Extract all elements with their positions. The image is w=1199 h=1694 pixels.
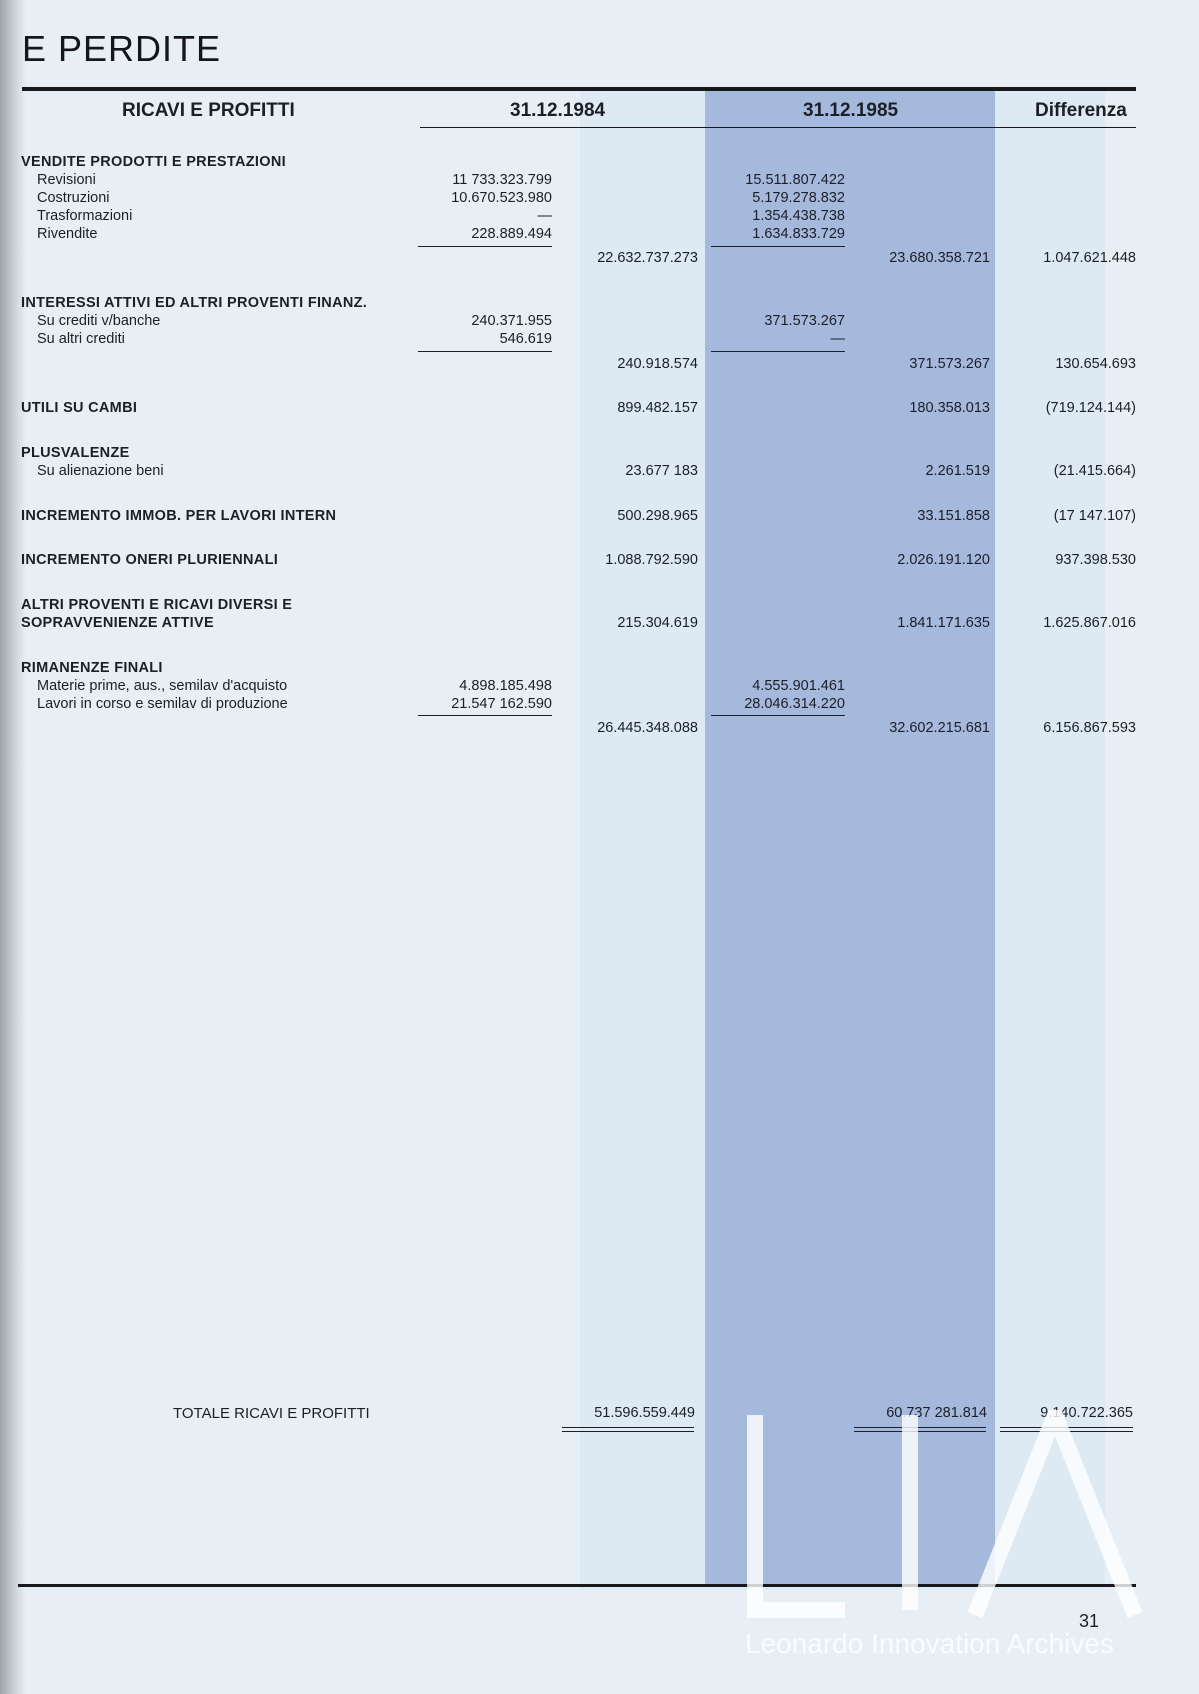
difference: 6.156.867.593 <box>1043 720 1136 736</box>
section-incremento-immob: INCREMENTO IMMOB. PER LAVORI INTERN <box>21 508 337 524</box>
header-underline <box>420 127 1136 128</box>
value-1984: 240.371.955 <box>471 313 552 329</box>
total-1984: 22.632.737.273 <box>597 250 698 266</box>
total-1984: 26.445.348.088 <box>597 720 698 736</box>
value-1985: 1.354.438.738 <box>752 208 845 224</box>
page-number: 31 <box>1078 1611 1099 1631</box>
total-1984: 240.918.574 <box>617 356 698 372</box>
double-rule <box>562 1427 694 1428</box>
difference: (719.124.144) <box>1045 400 1136 416</box>
grand-total-1985: 60.737 281.814 <box>886 1405 987 1421</box>
item-label: Su alienazione beni <box>37 463 164 479</box>
item-label: Revisioni <box>37 172 96 188</box>
difference: (21.415.664) <box>1053 463 1136 479</box>
value-1984: 21.547 162.590 <box>451 696 552 712</box>
item-label: Lavori in corso e semilav di produzione <box>37 696 288 712</box>
grand-total-label: TOTALE RICAVI E PROFITTI <box>173 1405 370 1422</box>
total-1985: 371.573.267 <box>909 356 990 372</box>
difference: 1.625.867.016 <box>1043 615 1136 631</box>
value-1985: 4.555.901.461 <box>752 678 845 694</box>
total-1984: 500.298.965 <box>617 508 698 524</box>
item-label: Costruzioni <box>37 190 110 206</box>
top-rule <box>22 87 1136 91</box>
difference: (17 147.107) <box>1053 508 1136 524</box>
total-1984: 215.304.619 <box>617 615 698 631</box>
subtotal-rule <box>418 715 552 716</box>
difference: 937.398.530 <box>1055 552 1136 568</box>
double-rule <box>562 1431 694 1432</box>
difference: 1.047.621.448 <box>1043 250 1136 266</box>
section-plusvalenze: PLUSVALENZE <box>21 445 130 461</box>
total-1985: 23.680.358.721 <box>889 250 990 266</box>
subtotal-rule <box>418 246 552 247</box>
item-label: Materie prime, aus., semilav d'acquisto <box>37 678 288 694</box>
total-1985: 180.358.013 <box>909 400 990 416</box>
total-1985: 2.026.191.120 <box>897 552 990 568</box>
grand-total-diff: 9.140.722.365 <box>1040 1405 1133 1421</box>
watermark-logo <box>735 1410 1165 1620</box>
total-1984: 899.482.157 <box>617 400 698 416</box>
value-1984: 4.898.185.498 <box>459 678 552 694</box>
total-1984: 23.677 183 <box>625 463 698 479</box>
total-1985: 33.151.858 <box>917 508 990 524</box>
watermark-text: Leonardo Innovation Archives <box>745 1628 1114 1659</box>
total-1985: 32.602.215.681 <box>889 720 990 736</box>
value-1985: 5.179.278.832 <box>752 190 845 206</box>
grand-total-1984: 51.596.559.449 <box>594 1405 695 1421</box>
item-label: Trasformazioni <box>37 208 133 224</box>
book-spine-shadow <box>0 0 26 1694</box>
value-1985: 371.573.267 <box>764 313 845 329</box>
column-header-1985: 31.12.1985 <box>803 100 899 121</box>
column-header-diff: Differenza <box>1035 100 1127 121</box>
total-1984: 1.088.792.590 <box>605 552 698 568</box>
section-rimanenze: RIMANENZE FINALI <box>21 660 163 676</box>
value-1985: 15.511.807.422 <box>745 172 845 188</box>
page-title: E PERDITE <box>22 28 222 69</box>
item-label: Su altri crediti <box>37 331 125 347</box>
item-label: Su crediti v/banche <box>37 313 161 329</box>
section-vendite: VENDITE PRODOTTI E PRESTAZIONI <box>21 154 286 170</box>
total-1985: 2.261.519 <box>925 463 990 479</box>
subtotal-rule <box>711 715 845 716</box>
value-1985: 28.046.314.220 <box>744 696 845 712</box>
value-1985: — <box>830 331 845 347</box>
value-1984: 228.889.494 <box>471 226 552 242</box>
value-1984: 10.670.523.980 <box>451 190 552 206</box>
column-header-label: RICAVI E PROFITTI <box>122 100 295 121</box>
subtotal-rule <box>418 351 552 352</box>
section-utili: UTILI SU CAMBI <box>21 400 138 416</box>
item-label: Rivendite <box>37 226 98 242</box>
subtotal-rule <box>711 351 845 352</box>
value-1984: 546.619 <box>499 331 552 347</box>
difference: 130.654.693 <box>1055 356 1136 372</box>
value-1984: — <box>537 208 552 224</box>
section-altri-proventi: ALTRI PROVENTI E RICAVI DIVERSI E <box>21 597 293 613</box>
section-altri-proventi-line2: SOPRAVVENIENZE ATTIVE <box>21 615 214 631</box>
section-interessi: INTERESSI ATTIVI ED ALTRI PROVENTI FINANZ. <box>21 295 368 311</box>
column-header-1984: 31.12.1984 <box>510 100 606 121</box>
value-1985: 1.634.833.729 <box>752 226 845 242</box>
value-1984: 11 733.323.799 <box>452 172 552 188</box>
total-1985: 1.841.171.635 <box>897 615 990 631</box>
subtotal-rule <box>711 246 845 247</box>
section-incremento-oneri: INCREMENTO ONERI PLURIENNALI <box>21 552 279 568</box>
